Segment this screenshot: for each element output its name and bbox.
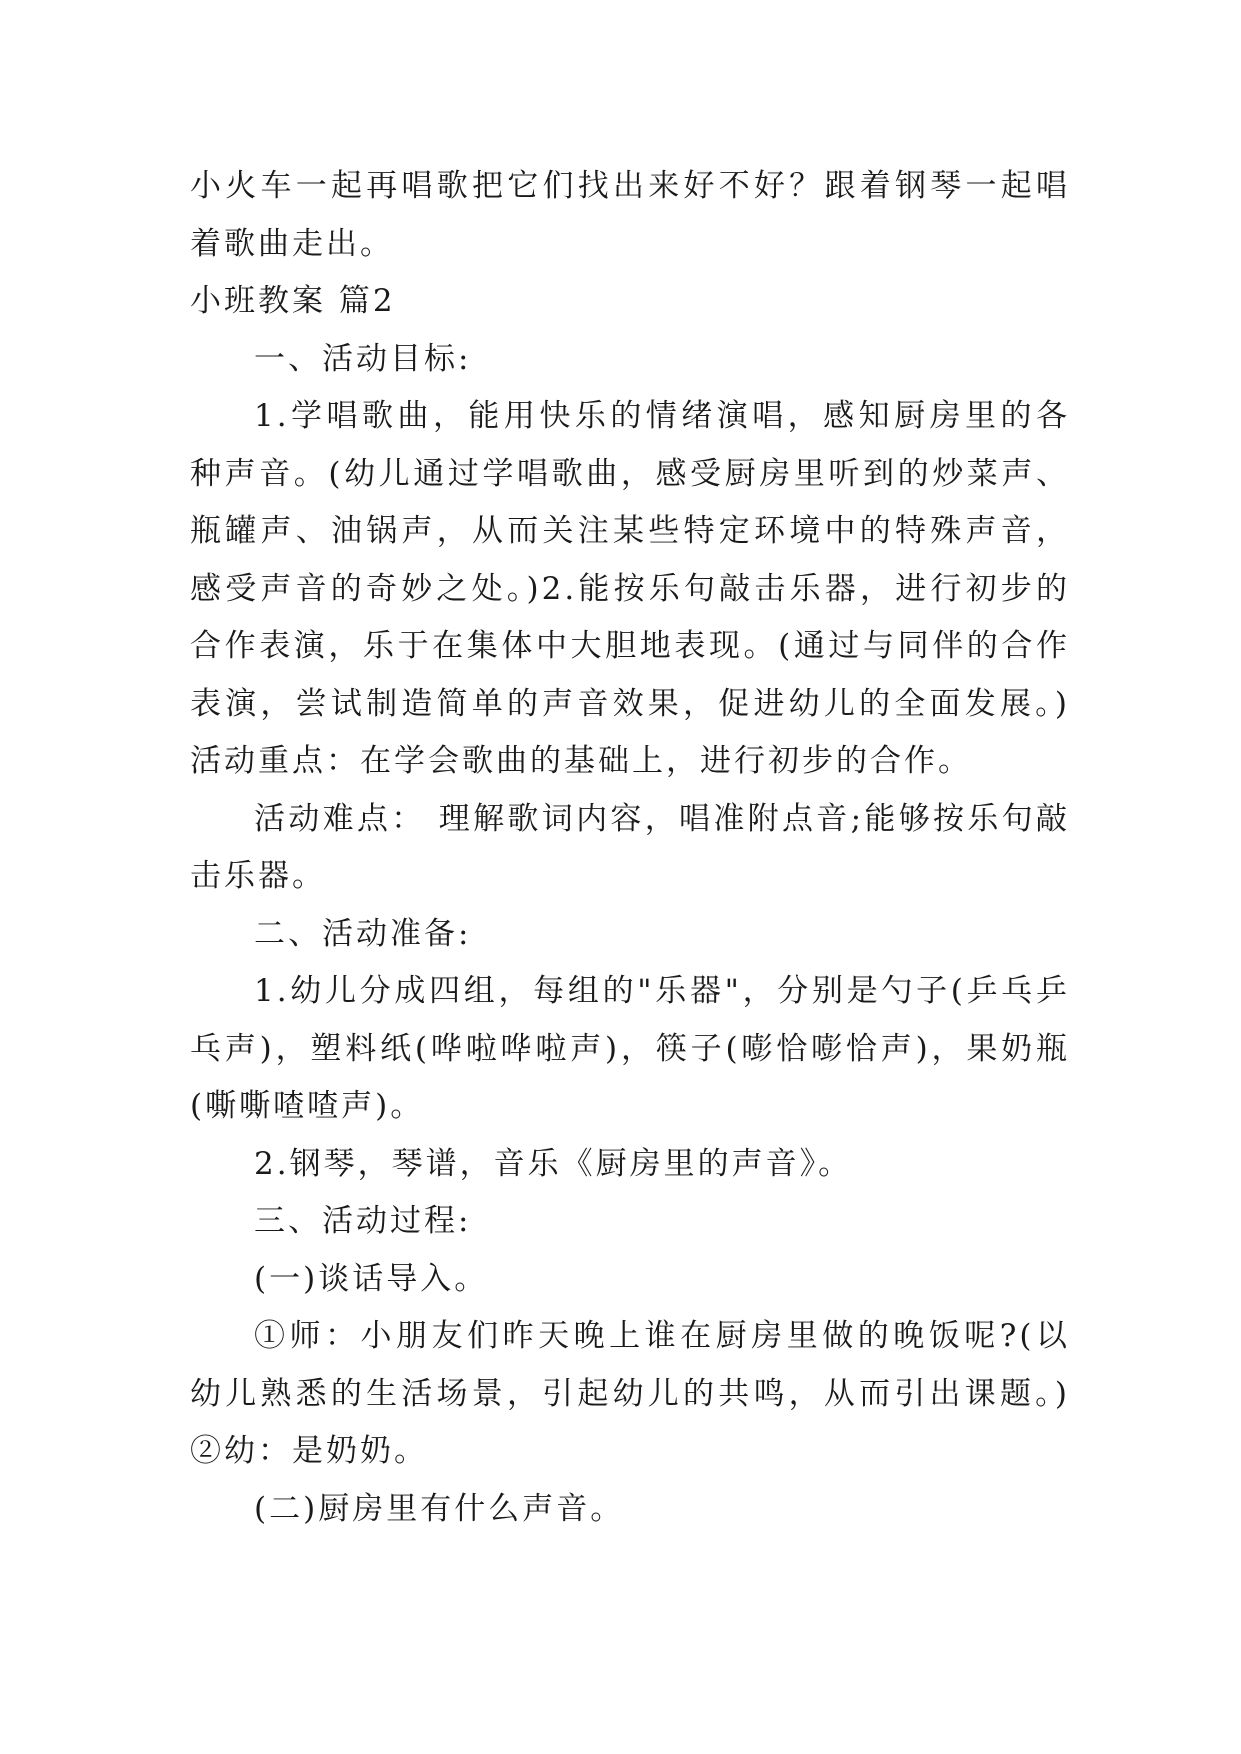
subheading-kitchen-sounds: (二)厨房里有什么声音。 [254,1490,625,1527]
document-body [190,158,1070,1538]
paragraph-prep-instruments: 1.幼儿分成四组，每组的"乐器"，分别是勺子(乒乓乒乓声)，塑料纸(哗啦哗啦声)，筷子(嘭恰嘭恰声)，果奶瓶(嘶嘶喳喳声)。 [190,973,1070,1124]
paragraph-difficulty: 活动难点： 理解歌词内容，唱准附点音;能够按乐句敲击乐器。 [190,800,1070,894]
heading-activity-process: 三、活动过程: [254,1203,472,1239]
paragraph-dialogue: ①师：小朋友们昨天晚上谁在厨房里做的晚饭呢?(以幼儿熟悉的生活场景，引起幼儿的共鸣，从而引出课题。)②幼：是奶奶。 [190,1318,1070,1469]
subheading-intro: (一)谈话导入。 [254,1260,489,1297]
section-heading: 小班教案 篇2 [190,283,396,319]
paragraph-continuation: 小火车一起再唱歌把它们找出来好不好？跟着钢琴一起唱着歌曲走出。 [190,168,1070,262]
paragraph-goals-detail: 1.学唱歌曲，能用快乐的情绪演唱，感知厨房里的各种声音。(幼儿通过学唱歌曲，感受厨房里听到的炒菜声、瓶罐声、油锅声，从而关注某些特定环境中的特殊声音，感受声音的奇妙之处。)2.能按乐句敲击乐器，进行初步的合作表演，乐于在集体中大胆地表现。(通过与同伴的合作表演，尝试制造简单的声音效果，促进幼儿的全面发展。)活动重点：在学会歌曲的基础上，进行初步的合作。 [190,398,1070,779]
heading-activity-prep: 二、活动准备: [254,915,472,952]
paragraph-prep-piano: 2.钢琴，琴谱，音乐《厨房里的声音》。 [254,1145,853,1182]
heading-activity-goals: 一、活动目标: [254,340,472,377]
